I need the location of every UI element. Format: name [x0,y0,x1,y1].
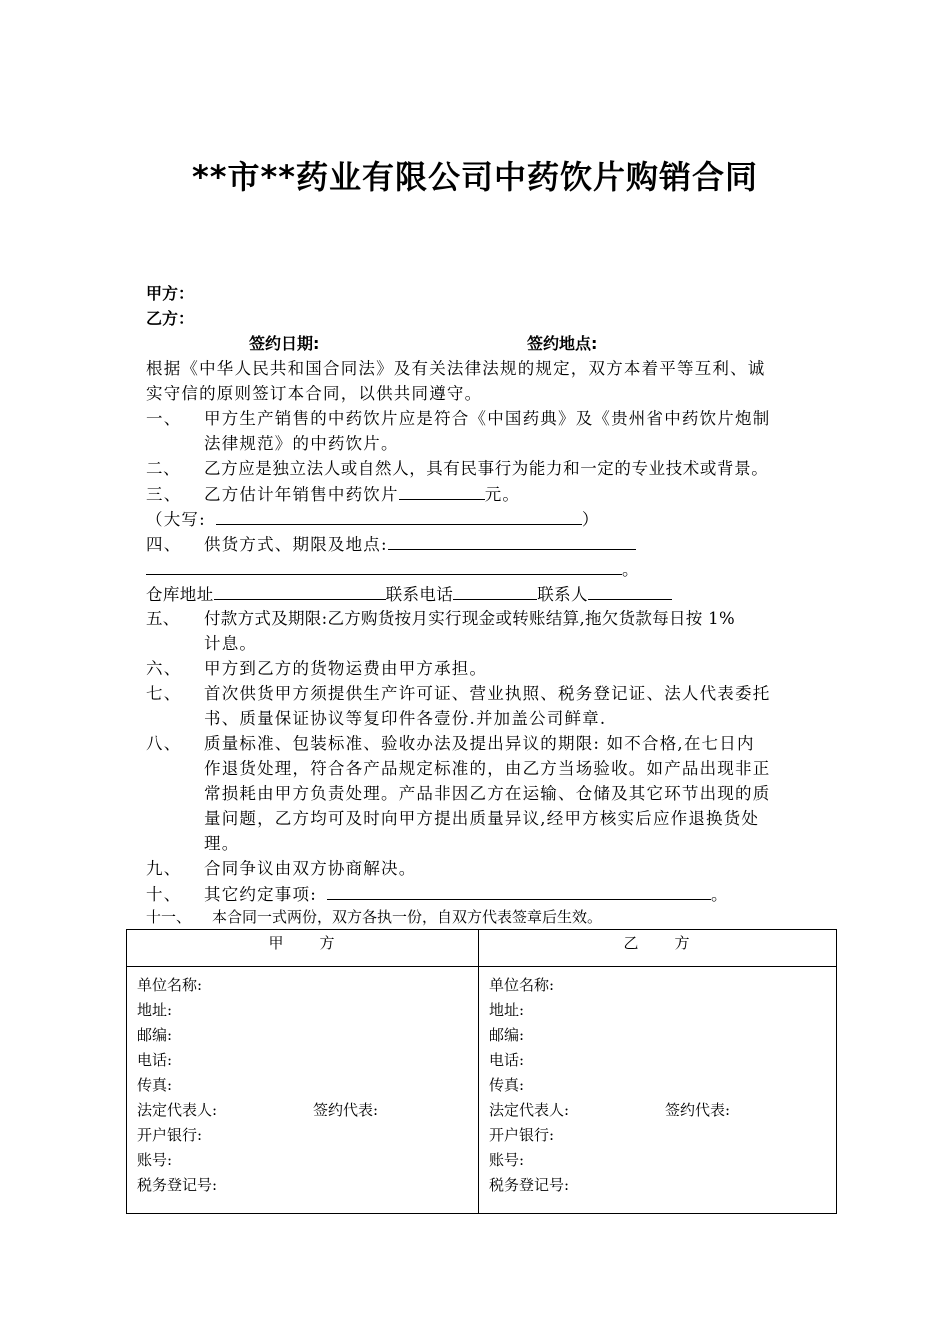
warehouse-line [146,583,672,606]
clause-text: 乙方估计年销售中药饮片 [204,485,399,504]
clause-5 [146,608,735,630]
clause-9 [146,858,416,880]
capital-suffix: ） [581,510,600,529]
tax-reg-label: 税务登记号: [489,1176,570,1194]
bank-label: 开户银行: [137,1126,203,1144]
party-b-fields [479,967,837,1214]
clause-number: 七、 [146,684,182,703]
clause-4-cont [146,558,640,581]
clause-number: 六、 [146,659,182,678]
annual-sales-blank[interactable] [399,483,485,500]
clause-number: 五、 [146,609,180,628]
clause-1 [146,408,770,430]
warehouse-address-label: 仓库地址 [146,585,214,604]
clause-text: 供货方式、期限及地点: [204,535,388,554]
clause-7-cont: 书、质量保证协议等复印件各壹份.并加盖公司鲜章. [204,709,607,728]
warehouse-phone-label: 联系电话 [385,585,454,604]
supply-method-blank[interactable] [388,533,636,550]
capital-amount-line [146,508,600,531]
clause-text: 其它约定事项: [204,885,317,904]
clause-2 [146,458,768,480]
clause-number: 十一、 [146,908,192,926]
phone-label: 电话: [489,1051,525,1069]
clause-8 [146,733,755,755]
clause-7 [146,683,770,705]
address-label: 地址: [489,1001,525,1019]
clause-text: 合同争议由双方协商解决。 [204,859,417,878]
account-label: 账号: [137,1151,173,1169]
legal-rep-label: 法定代表人: [489,1101,570,1119]
contract-title: **市**药业有限公司中药饮片购销合同 [192,158,758,196]
rep-row [137,1098,478,1123]
clause-end: 。 [622,560,640,579]
other-terms-blank[interactable] [327,883,711,900]
clause-8-cont-2: 常损耗由甲方负责处理。产品非因乙方在运输、仓储及其它环节出现的质 [204,784,771,803]
party-a-header: 甲 方 [127,930,479,967]
clause-number: 三、 [146,485,182,504]
signing-date-label: 签约日期: [249,334,320,353]
tax-reg-label: 税务登记号: [137,1176,218,1194]
clause-number: 十、 [146,885,182,904]
clause-4 [146,533,636,556]
warehouse-contact-blank[interactable] [588,583,672,600]
address-label: 地址: [137,1001,173,1019]
clause-11 [146,906,602,928]
clause-end: 。 [710,885,729,904]
clause-3 [146,483,520,506]
clause-text: 甲方到乙方的货物运费由甲方承担。 [204,659,488,678]
clause-text: 乙方应是独立法人或自然人，具有民事行为能力和一定的专业技术或背景。 [204,459,769,478]
supply-detail-blank[interactable] [146,558,622,575]
warehouse-contact-label: 联系人 [537,585,588,604]
warehouse-phone-blank[interactable] [453,583,537,600]
party-b-label: 乙方： [146,309,195,328]
party-a-label: 甲方： [146,284,195,303]
clause-6 [146,658,487,680]
capital-prefix: （大写: [146,510,206,529]
account-label: 账号: [489,1151,525,1169]
clause-number: 九、 [146,859,182,878]
unit-name-label: 单位名称: [137,976,203,994]
clause-5-cont: 计息。 [204,634,258,653]
clause-text: 质量标准、包装标准、验收办法及提出异议的期限: 如不合格,在七日内 [204,734,755,753]
capital-amount-blank[interactable] [216,508,582,525]
intro-line-2: 实守信的原则签订本合同，以供共同遵守。 [146,384,483,403]
clause-text: 甲方生产销售的中药饮片应是符合《中国药典》及《贵州省中药饮片炮制 [204,409,771,428]
intro-line-1: 根据《中华人民共和国合同法》及有关法律法规的规定，双方本着平等互利、诚 [146,359,766,378]
clause-text: 付款方式及期限:乙方购货按月实行现金或转账结算,拖欠货款每日按 1% [204,609,735,628]
signing-place-label: 签约地点: [527,334,598,353]
clause-number: 一、 [146,409,182,428]
signature-table [126,929,837,1214]
party-a-fields [127,967,479,1214]
clause-10 [146,883,729,906]
fax-label: 传真: [137,1076,173,1094]
clause-1-cont: 法律规范》的中药饮片。 [204,434,399,453]
clause-8-cont-3: 量问题，乙方均可及时向甲方提出质量异议,经甲方核实后应作退换货处 [204,809,760,828]
phone-label: 电话: [137,1051,173,1069]
legal-rep-label: 法定代表人: [137,1101,218,1119]
clause-text: 本合同一式两份，双方各执一份，自双方代表签章后生效。 [212,908,603,926]
rep-row [489,1098,836,1123]
clause-8-cont-4: 理。 [204,834,240,853]
clause-number: 四、 [146,535,182,554]
signing-rep-label: 签约代表: [313,1101,379,1119]
warehouse-address-blank[interactable] [214,583,386,600]
clause-text: 首次供货甲方须提供生产许可证、营业执照、税务登记证、法人代表委托 [204,684,771,703]
clause-8-cont-1: 作退货处理，符合各产品规定标准的，由乙方当场验收。如产品出现非正 [204,759,771,778]
fax-label: 传真: [489,1076,525,1094]
party-b-header: 乙 方 [479,930,837,967]
clause-number: 二、 [146,459,181,478]
clause-suffix: 元。 [484,485,521,504]
postcode-label: 邮编: [137,1026,173,1044]
clause-number: 八、 [146,734,182,753]
bank-label: 开户银行: [489,1126,555,1144]
postcode-label: 邮编: [489,1026,525,1044]
signing-rep-label: 签约代表: [665,1101,731,1119]
unit-name-label: 单位名称: [489,976,555,994]
